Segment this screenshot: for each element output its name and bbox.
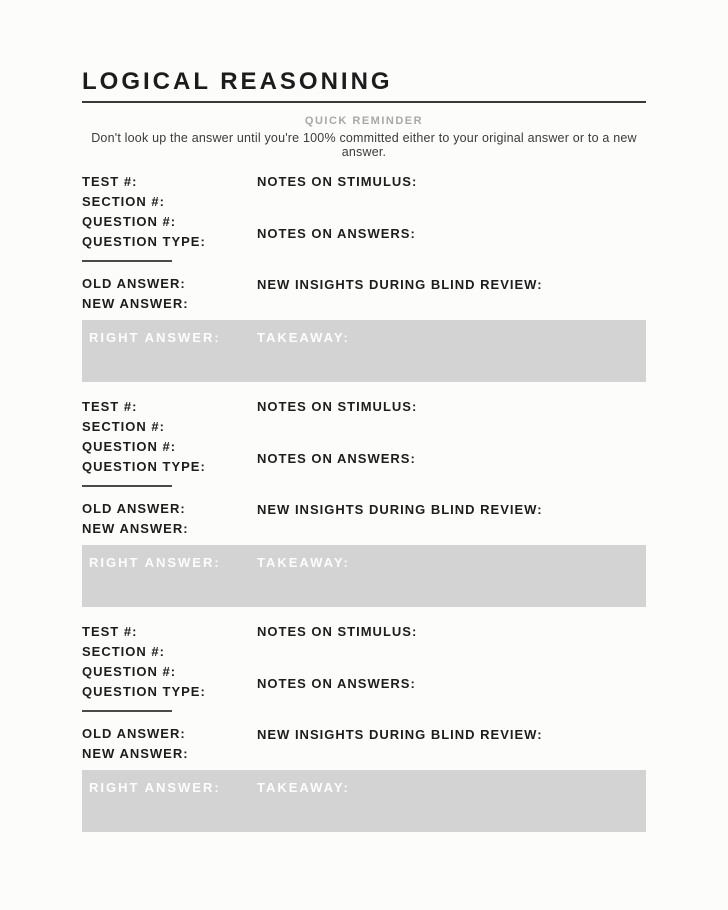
test-number-label: TEST #: (82, 624, 138, 639)
notes-on-answers-label: NOTES ON ANSWERS: (257, 226, 416, 241)
notes-on-answers-label: NOTES ON ANSWERS: (257, 676, 416, 691)
right-answer-label: RIGHT ANSWER: (89, 555, 221, 570)
test-number-label: TEST #: (82, 399, 138, 414)
question-number-label: QUESTION #: (82, 214, 177, 229)
notes-on-answers-label: NOTES ON ANSWERS: (257, 451, 416, 466)
result-banner (82, 770, 646, 832)
page-title: LOGICAL REASONING (82, 68, 646, 103)
result-banner (82, 320, 646, 382)
review-block (82, 172, 646, 382)
result-banner (82, 545, 646, 607)
notes-on-stimulus-label: NOTES ON STIMULUS: (257, 174, 418, 189)
question-number-label: QUESTION #: (82, 439, 177, 454)
question-info-column (82, 622, 252, 764)
question-info-column (82, 172, 252, 314)
right-answer-label: RIGHT ANSWER: (89, 330, 221, 345)
new-insights-label: NEW INSIGHTS DURING BLIND REVIEW: (257, 502, 543, 517)
review-block (82, 622, 646, 832)
question-info-column (82, 397, 252, 539)
takeaway-label: TAKEAWAY: (257, 330, 350, 345)
header (82, 68, 646, 159)
test-number-label: TEST #: (82, 174, 138, 189)
old-answer-label: OLD ANSWER: (82, 726, 186, 741)
section-number-label: SECTION #: (82, 644, 165, 659)
divider-line (82, 485, 172, 487)
section-number-label: SECTION #: (82, 419, 165, 434)
new-insights-label: NEW INSIGHTS DURING BLIND REVIEW: (257, 727, 543, 742)
question-type-label: QUESTION TYPE: (82, 459, 206, 474)
question-type-label: QUESTION TYPE: (82, 684, 206, 699)
quick-reminder-text: Don't look up the answer until you're 100% committed either to your original answer or to a new answer. (91, 131, 637, 159)
divider-line (82, 260, 172, 262)
old-answer-label: OLD ANSWER: (82, 501, 186, 516)
question-number-label: QUESTION #: (82, 664, 177, 679)
takeaway-label: TAKEAWAY: (257, 780, 350, 795)
section-number-label: SECTION #: (82, 194, 165, 209)
notes-on-stimulus-label: NOTES ON STIMULUS: (257, 624, 418, 639)
review-block (82, 397, 646, 607)
notes-on-stimulus-label: NOTES ON STIMULUS: (257, 399, 418, 414)
takeaway-label: TAKEAWAY: (257, 555, 350, 570)
quick-reminder-heading: QUICK REMINDER (304, 115, 424, 127)
right-answer-label: RIGHT ANSWER: (89, 780, 221, 795)
new-answer-label: NEW ANSWER: (82, 296, 189, 311)
question-type-label: QUESTION TYPE: (82, 234, 206, 249)
new-answer-label: NEW ANSWER: (82, 521, 189, 536)
new-insights-label: NEW INSIGHTS DURING BLIND REVIEW: (257, 277, 543, 292)
new-answer-label: NEW ANSWER: (82, 746, 189, 761)
old-answer-label: OLD ANSWER: (82, 276, 186, 291)
divider-line (82, 710, 172, 712)
